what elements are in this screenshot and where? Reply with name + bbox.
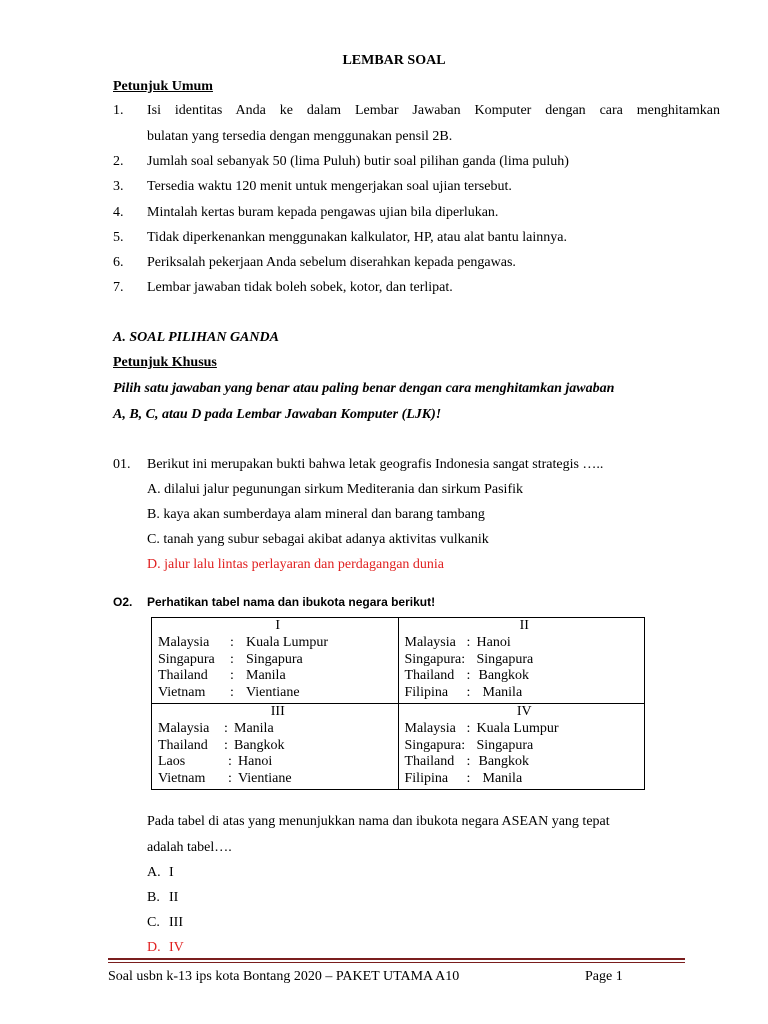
option-letter: C.	[147, 915, 160, 930]
option-letter: A.	[147, 865, 161, 880]
q1-option-a	[147, 481, 523, 498]
general-item-text: bulatan yang tersedia dengan menggunakan pensil 2B.	[147, 129, 453, 144]
option-letter: A.	[147, 482, 161, 497]
option-letter: B.	[147, 507, 160, 522]
footer-text: Soal usbn k-13 ips kota Bontang 2020 – PAKET UTAMA A10	[108, 969, 460, 984]
question-number: 01.	[113, 457, 131, 472]
general-item-text: Tersedia waktu 120 menit untuk mengerjakan soal ujian tersebut.	[147, 179, 512, 194]
option-text: jalur lalu lintas perlayaran dan perdagangan dunia	[164, 557, 445, 572]
table-row: Thailand : Bangkok	[158, 737, 285, 753]
option-text: II	[169, 890, 179, 905]
option-letter: B.	[147, 890, 160, 905]
table-cell-ii	[398, 618, 645, 704]
q1-option-c	[147, 531, 489, 548]
footer-rule	[108, 958, 685, 960]
table-row: Laos : Hanoi	[158, 754, 273, 770]
q1-option-b	[147, 506, 485, 523]
option-letter: C.	[147, 532, 160, 547]
table-row: Thailand : Bangkok	[404, 754, 530, 770]
table-row: Vietnam : Vientiane	[158, 771, 292, 787]
special-instructions-heading: Petunjuk Khusus	[113, 355, 217, 370]
table-row: Singapura: Singapura	[404, 651, 534, 667]
general-item-number: 3.	[113, 179, 124, 194]
table-row: Filipina : Manila	[404, 771, 523, 787]
cell-heading: IV	[516, 703, 532, 719]
option-text: tanah yang subur sebagai akibat adanya aktivitas vulkanik	[163, 532, 489, 547]
table-cell-iii	[152, 703, 399, 789]
cell-heading: I	[275, 618, 281, 633]
q2-option-c	[147, 914, 183, 931]
option-text: dilalui jalur pegunungan sirkum Mediterania dan sirkum Pasifik	[164, 482, 523, 497]
cell-heading: III	[270, 703, 285, 719]
q2-option-b	[147, 889, 178, 906]
general-item-text: Mintalah kertas buram kepada pengawas ujian bila diperlukan.	[147, 205, 499, 220]
general-item-number: 1.	[113, 103, 124, 118]
general-instructions-heading: Petunjuk Umum	[113, 79, 213, 94]
table-row: Thailand : Bangkok	[404, 668, 530, 684]
footer-rule	[108, 962, 685, 963]
question-text: Berikut ini merupakan bukti bahwa letak geografis Indonesia sangat strategis …..	[147, 457, 604, 472]
cell-heading: II	[519, 618, 529, 633]
general-item-text: Periksalah pekerjaan Anda sebelum diserahkan kepada pengawas.	[147, 255, 516, 270]
option-letter: D.	[147, 940, 161, 955]
question-text: Perhatikan tabel nama dan ibukota negara berikut!	[147, 595, 436, 609]
option-text: III	[169, 915, 183, 930]
table-row: Filipina : Manila	[404, 685, 523, 701]
q2-option-d-answer	[147, 939, 184, 956]
table-row: Singapura: Singapura	[404, 737, 534, 753]
question-prompt: adalah tabel….	[147, 840, 232, 855]
general-item-number: 5.	[113, 230, 124, 245]
general-item-text: Jumlah soal sebanyak 50 (lima Puluh) butir soal pilihan ganda (lima puluh)	[147, 154, 569, 169]
table-row: Malaysia : Manila	[158, 720, 274, 736]
capitals-table	[151, 617, 645, 790]
q2-option-a	[147, 864, 174, 881]
general-item-number: 7.	[113, 280, 124, 295]
special-instruction-text: A, B, C, atau D pada Lembar Jawaban Komputer (LJK)!	[113, 407, 442, 422]
general-item-text: Lembar jawaban tidak boleh sobek, kotor, dan terlipat.	[147, 280, 453, 295]
option-text: kaya akan sumberdaya alam mineral dan barang tambang	[163, 507, 485, 522]
general-item-text: Isi identitas Anda ke dalam Lembar Jawaban Komputer dengan cara menghitamkan	[147, 103, 720, 118]
table-row: Malaysia : Kuala Lumpur	[404, 720, 559, 736]
table-row: Singapura : Singapura	[158, 651, 303, 667]
table-row: Malaysia : Hanoi	[404, 634, 511, 650]
general-item-text: Tidak diperkenankan menggunakan kalkulator, HP, atau alat bantu lainnya.	[147, 230, 567, 245]
option-text: IV	[169, 940, 184, 955]
page-title: LEMBAR SOAL	[342, 53, 446, 68]
table-cell-iv	[398, 703, 645, 789]
question-prompt: Pada tabel di atas yang menunjukkan nama dan ibukota negara ASEAN yang tepat	[147, 814, 610, 829]
table-row: Thailand : Manila	[158, 668, 286, 684]
option-text: I	[169, 865, 174, 880]
general-item-number: 6.	[113, 255, 124, 270]
q1-option-d-answer	[147, 556, 444, 573]
page-number: Page 1	[585, 969, 623, 984]
general-item-number: 4.	[113, 205, 124, 220]
option-letter: D.	[147, 557, 161, 572]
question-number: O2.	[113, 595, 133, 609]
special-instruction-text: Pilih satu jawaban yang benar atau paling benar dengan cara menghitamkan jawaban	[113, 381, 615, 396]
section-a-title: A. SOAL PILIHAN GANDA	[113, 330, 279, 345]
table-cell-i	[152, 618, 399, 704]
general-item-number: 2.	[113, 154, 124, 169]
table-row: Vietnam : Vientiane	[158, 685, 300, 701]
table-row: Malaysia : Kuala Lumpur	[158, 634, 329, 650]
